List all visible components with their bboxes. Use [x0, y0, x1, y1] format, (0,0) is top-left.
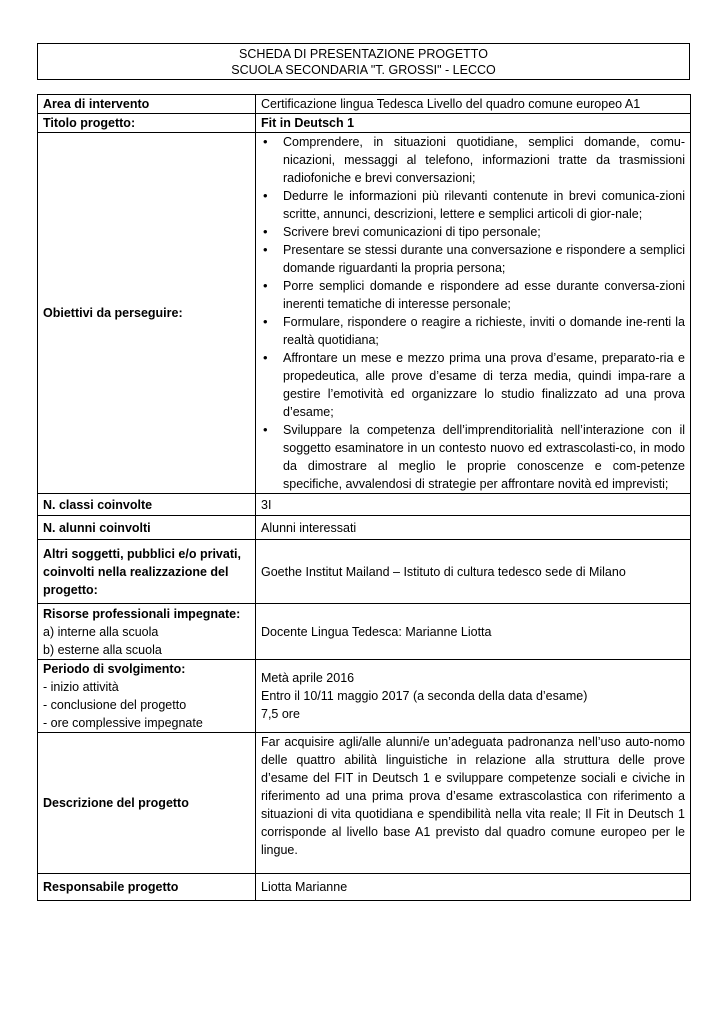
- periodo-value-hours: 7,5 ore: [261, 707, 300, 721]
- periodo-sub-3: - ore complessive impegnate: [43, 716, 203, 730]
- row-periodo: [38, 660, 691, 733]
- label-descrizione: Descrizione del progetto: [38, 733, 256, 874]
- row-responsabile: [38, 874, 691, 901]
- label-periodo: [38, 660, 256, 733]
- objective-item: • Affrontare un mese e mezzo prima una prova d’esame, preparato-ria e propedeutica, alle prove d’esame di terza media, quindi impa-rare a gestire l’emotività ed organizzare lo studio finalizzato ad una prova d’esame;: [261, 349, 685, 421]
- periodo-sub-2: - conclusione del progetto: [43, 698, 187, 712]
- periodo-value-start: Metà aprile 2016: [261, 671, 355, 685]
- objective-item: • Scrivere brevi comunicazioni di tipo personale;: [261, 223, 685, 241]
- value-alunni: Alunni interessati: [256, 516, 691, 540]
- label-altri: Altri soggetti, pubblici e/o privati, coinvolti nella realizzazione del progetto:: [38, 540, 256, 604]
- risorse-sub-b: b) esterne alla scuola: [43, 642, 162, 657]
- row-descrizione: [38, 733, 691, 874]
- objective-item: • Comprendere, in situazioni quotidiane, semplici domande, comu-nicazioni, messaggi al telefono, informazioni tratte da trasmissioni radiofoniche e brevi conversazioni;: [261, 133, 685, 187]
- objective-item: • Formulare, rispondere o reagire a richieste, inviti o domande ine-renti la realtà quotidiana;: [261, 313, 685, 349]
- row-altri: [38, 540, 691, 604]
- label-titolo: Titolo progetto:: [38, 114, 256, 133]
- objective-item: • Porre semplici domande e rispondere ad esse durante conversa-zioni inerenti tematiche di interesse personale;: [261, 277, 685, 313]
- periodo-sub-1: - inizio attività: [43, 680, 119, 694]
- value-area: Certificazione lingua Tedesca Livello del quadro comune europeo A1: [256, 95, 691, 114]
- label-responsabile: Responsabile progetto: [38, 874, 256, 901]
- label-obiettivi: Obiettivi da perseguire:: [38, 133, 256, 494]
- project-table: [37, 94, 691, 901]
- objective-item: • Presentare se stessi durante una conversazione e rispondere a semplici domande riguardanti la propria persona;: [261, 241, 685, 277]
- row-risorse: [38, 604, 691, 660]
- value-altri: Goethe Institut Mailand – Istituto di cultura tedesco sede di Milano: [256, 540, 691, 604]
- value-titolo: Fit in Deutsch 1: [256, 114, 691, 133]
- row-classi: [38, 494, 691, 516]
- value-obiettivi: [256, 133, 691, 494]
- row-area: [38, 95, 691, 114]
- value-classi: 3I: [256, 494, 691, 516]
- label-risorse: [38, 604, 256, 660]
- label-alunni: N. alunni coinvolti: [38, 516, 256, 540]
- objective-item: • Dedurre le informazioni più rilevanti contenute in brevi comunica-zioni scritte, annunci, descrizioni, lettere e semplici articoli di gior-nale;: [261, 187, 685, 223]
- value-periodo: [256, 660, 691, 733]
- row-obiettivi: [38, 133, 691, 494]
- value-descrizione: Far acquisire agli/alle alunni/e un’adeguata padronanza nell’uso auto-nomo delle quattro abilità linguistiche in relazione alla struttura delle prove d’esame del FIT in Deutsch 1 e sviluppare competenze sociali e civiche in riferimento ad una prima prova d’esame extrascolastica con riferimento a situazioni di vita quotidiana e spendibilità nella vita reale; Il Fit in Deutsch 1 corrisponde al livello base A1 previsto dal quadro comune europeo per le lingue.: [256, 733, 691, 874]
- objectives-list: [261, 133, 685, 493]
- risorse-sub-a: a) interne alla scuola: [43, 624, 159, 639]
- header-title: SCHEDA DI PRESENTAZIONE PROGETTO: [239, 47, 488, 61]
- value-responsabile: Liotta Marianne: [256, 874, 691, 901]
- value-risorse: Docente Lingua Tedesca: Marianne Liotta: [256, 604, 691, 660]
- header-school: SCUOLA SECONDARIA "T. GROSSI" - LECCO: [231, 63, 496, 77]
- periodo-title: Periodo di svolgimento:: [43, 662, 186, 676]
- periodo-value-end: Entro il 10/11 maggio 2017 (a seconda della data d’esame): [261, 689, 588, 703]
- risorse-title: Risorse professionali impegnate:: [43, 606, 241, 621]
- row-titolo: [38, 114, 691, 133]
- objective-item: • Sviluppare la competenza dell’imprenditorialità nell’interazione con il soggetto esaminatore in un contesto nuovo ed extrascolasti-co, in modo da dimostrare al meglio le proprie conoscenze e com-petenze specifiche, avvalendosi di strategie per affrontare novità ed imprevisti;: [261, 421, 685, 493]
- label-area: Area di intervento: [38, 95, 256, 114]
- label-classi: N. classi coinvolte: [38, 494, 256, 516]
- document-header: [37, 43, 690, 80]
- row-alunni: [38, 516, 691, 540]
